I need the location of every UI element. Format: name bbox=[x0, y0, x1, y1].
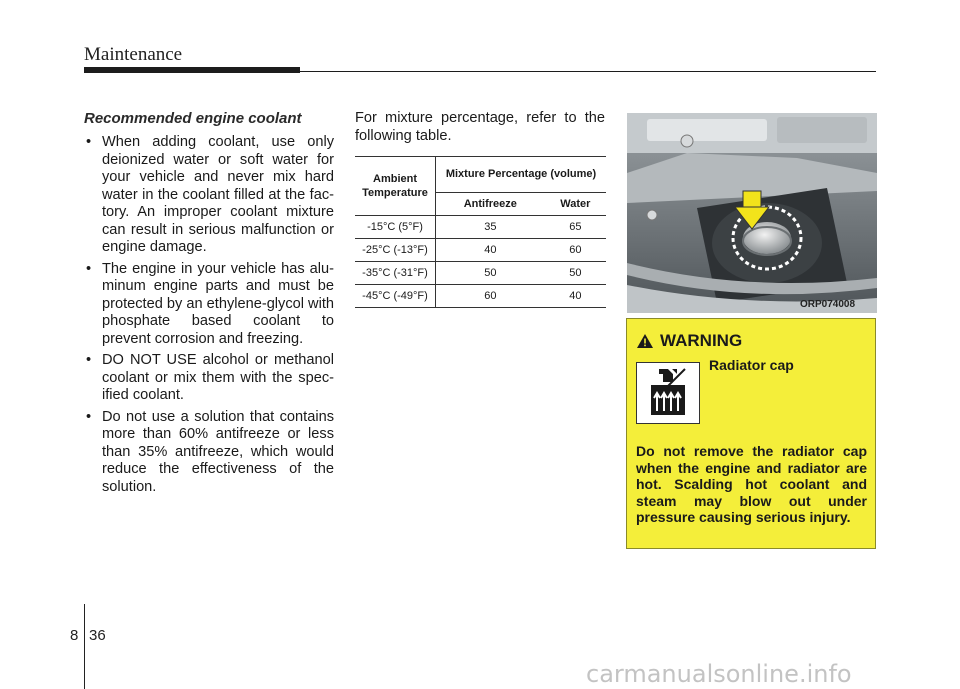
radiator-cap-illustration bbox=[627, 113, 877, 313]
section-title: Maintenance bbox=[84, 44, 183, 65]
header-rule bbox=[300, 71, 876, 72]
water-cell: 60 bbox=[545, 239, 606, 262]
header-bar bbox=[84, 67, 300, 73]
antifreeze-cell: 40 bbox=[436, 239, 545, 262]
temp-cell: -25°C (-13°F) bbox=[355, 239, 436, 262]
bullet-item: • When adding coolant, use only deionized water or soft water for your vehicle and never mix hard water in the coolant filled at the fac-tory. An improper coolant mixture can result in serious malfunction or engine damage. bbox=[84, 134, 334, 257]
hot-radiator-icon bbox=[636, 362, 700, 424]
warning-heading bbox=[636, 331, 742, 351]
warning-title: WARNING bbox=[660, 331, 743, 350]
bullet-item: • DO NOT USE alcohol or methanol coolant or mix them with the spec-ified coolant. bbox=[84, 352, 334, 405]
coolant-column bbox=[84, 110, 334, 500]
temp-cell: -35°C (-31°F) bbox=[355, 262, 436, 285]
table-row bbox=[355, 239, 606, 262]
temp-cell: -45°C (-49°F) bbox=[355, 285, 436, 308]
site-watermark: carmanualsonline.info bbox=[586, 660, 852, 688]
temp-cell: -15°C (5°F) bbox=[355, 216, 436, 239]
table-row bbox=[355, 216, 606, 239]
antifreeze-cell: 50 bbox=[436, 262, 545, 285]
water-header: Water bbox=[545, 192, 606, 215]
mixture-column bbox=[355, 110, 605, 145]
warning-subtitle: Radiator cap bbox=[709, 357, 794, 373]
footer-divider bbox=[84, 604, 85, 689]
antifreeze-cell: 35 bbox=[436, 216, 545, 239]
photo-code: ORP074008 bbox=[800, 299, 856, 310]
warning-text: Do not remove the radiator cap when the engine and radiator are hot. Scalding hot coolant and steam may blow out under pressure causing serious injury. bbox=[636, 443, 867, 525]
mixture-intro: For mixture percentage, refer to the following table. bbox=[355, 110, 605, 144]
antifreeze-cell: 60 bbox=[436, 285, 545, 308]
page-number: 36 bbox=[89, 627, 106, 644]
warning-box bbox=[626, 318, 876, 549]
table-row bbox=[355, 262, 606, 285]
chapter-number: 8 bbox=[70, 627, 79, 644]
table-row bbox=[355, 285, 606, 308]
mixture-table bbox=[355, 156, 606, 308]
ambient-header: Ambient Temperature bbox=[355, 157, 436, 216]
mixture-header: Mixture Percentage (volume) bbox=[436, 157, 607, 193]
coolant-heading: Recommended engine coolant bbox=[84, 110, 302, 127]
water-cell: 40 bbox=[545, 285, 606, 308]
warning-triangle-icon bbox=[636, 333, 654, 349]
coolant-bullet-list bbox=[84, 134, 334, 496]
water-cell: 50 bbox=[545, 262, 606, 285]
radiator-cap-photo bbox=[627, 113, 877, 313]
bullet-item: • Do not use a solution that contains more than 60% antifreeze or less than 35% antifreeze, which would reduce the effectiveness of the solution. bbox=[84, 409, 334, 497]
bullet-item: • The engine in your vehicle has alu-minum engine parts and must be protected by an ethylene-glycol with phosphate based coolant to prevent corrosion and freezing. bbox=[84, 261, 334, 349]
water-cell: 65 bbox=[545, 216, 606, 239]
antifreeze-header: Antifreeze bbox=[436, 192, 545, 215]
